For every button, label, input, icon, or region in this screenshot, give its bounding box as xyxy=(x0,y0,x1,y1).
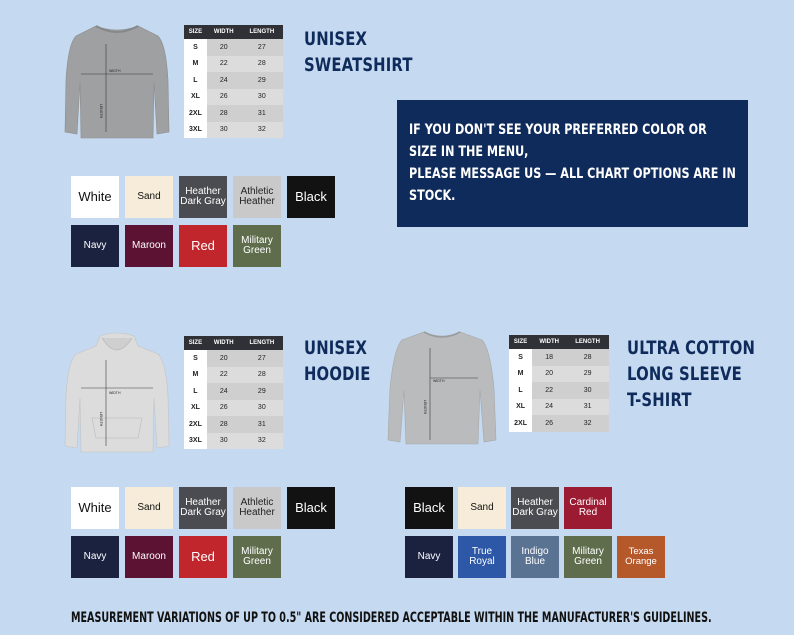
sweatshirt-length-label: LENGTH xyxy=(99,104,103,119)
length-cell: 27 xyxy=(241,39,283,56)
longsleeve-size-table xyxy=(509,335,609,432)
length-cell: 32 xyxy=(566,415,609,432)
header-width: WIDTH xyxy=(532,335,566,349)
width-cell: 26 xyxy=(532,415,566,432)
hoodie-title xyxy=(304,335,370,387)
table-row xyxy=(509,399,609,416)
sweatshirt-title-line2: SWEATSHIRT xyxy=(304,54,413,76)
longsleeve-color-row-1 xyxy=(405,487,612,529)
width-cell: 20 xyxy=(532,366,566,383)
length-cell: 28 xyxy=(566,349,609,366)
color-swatch-military-green[interactable]: Military Green xyxy=(564,536,612,578)
table-row xyxy=(184,367,283,384)
size-cell: L xyxy=(184,72,207,89)
color-swatch-navy[interactable]: Navy xyxy=(71,536,119,578)
color-swatch-military-green[interactable]: Military Green xyxy=(233,536,281,578)
width-cell: 30 xyxy=(207,433,241,450)
color-swatch-athletic-heather[interactable]: Athletic Heather xyxy=(233,487,281,529)
color-swatch-red[interactable]: Red xyxy=(179,536,227,578)
size-cell: M xyxy=(184,56,207,73)
width-cell: 24 xyxy=(207,383,241,400)
table-row xyxy=(184,72,283,89)
header-length: LENGTH xyxy=(241,336,283,350)
hoodie-color-row-2 xyxy=(71,536,281,578)
width-cell: 22 xyxy=(532,382,566,399)
color-swatch-true-royal[interactable]: True Royal xyxy=(458,536,506,578)
width-cell: 22 xyxy=(207,367,241,384)
width-cell: 26 xyxy=(207,400,241,417)
color-swatch-heather-dark-gray[interactable]: Heather Dark Gray xyxy=(179,176,227,218)
width-cell: 28 xyxy=(207,105,241,122)
sweatshirt-width-label: WIDTH xyxy=(109,69,121,73)
color-swatch-cardinal-red[interactable]: Cardinal Red xyxy=(564,487,612,529)
stock-notice-box xyxy=(397,100,748,227)
hoodie-title-line2: HOODIE xyxy=(304,363,371,385)
table-header-row xyxy=(184,336,283,350)
header-length: LENGTH xyxy=(241,25,283,39)
hoodie-color-row-1 xyxy=(71,487,335,529)
color-swatch-black[interactable]: Black xyxy=(287,176,335,218)
width-cell: 30 xyxy=(207,122,241,139)
sweatshirt-color-row-1 xyxy=(71,176,335,218)
hoodie-title-line1: UNISEX xyxy=(304,337,368,359)
table-row xyxy=(184,400,283,417)
table-row xyxy=(184,39,283,56)
color-swatch-maroon[interactable]: Maroon xyxy=(125,225,173,267)
table-row xyxy=(184,416,283,433)
size-cell: 2XL xyxy=(509,415,532,432)
size-cell: L xyxy=(184,383,207,400)
header-size: SIZE xyxy=(184,25,207,39)
hoodie-length-label: LENGTH xyxy=(99,412,103,427)
table-row xyxy=(184,350,283,367)
hoodie-image xyxy=(62,332,172,456)
measurement-disclaimer: MEASUREMENT VARIATIONS OF UP TO 0.5" ARE CONSIDERED ACCEPTABLE WITHIN THE MANUFACTURER'S GUIDELINES. xyxy=(71,610,712,626)
color-swatch-red[interactable]: Red xyxy=(179,225,227,267)
size-cell: XL xyxy=(184,400,207,417)
color-swatch-white[interactable]: White xyxy=(71,487,119,529)
length-cell: 30 xyxy=(566,382,609,399)
size-cell: 2XL xyxy=(184,416,207,433)
table-row xyxy=(184,56,283,73)
stock-notice-line1: IF YOU DON'T SEE YOUR PREFERRED COLOR OR SIZE IN THE MENU, xyxy=(409,122,707,160)
longsleeve-title-line1: ULTRA COTTON xyxy=(627,337,756,359)
length-cell: 29 xyxy=(241,72,283,89)
size-cell: 3XL xyxy=(184,433,207,450)
length-cell: 29 xyxy=(566,366,609,383)
width-cell: 20 xyxy=(207,350,241,367)
longsleeve-image xyxy=(386,328,498,446)
size-cell: S xyxy=(184,39,207,56)
sweatshirt-title-line1: UNISEX xyxy=(304,28,368,50)
table-row xyxy=(184,433,283,450)
stock-notice-line2: PLEASE MESSAGE US — ALL CHART OPTIONS ARE IN STOCK. xyxy=(409,166,736,204)
length-cell: 32 xyxy=(241,122,283,139)
header-width: WIDTH xyxy=(207,25,241,39)
color-swatch-sand[interactable]: Sand xyxy=(125,176,173,218)
color-swatch-sand[interactable]: Sand xyxy=(458,487,506,529)
color-swatch-heather-dark-gray[interactable]: Heather Dark Gray xyxy=(511,487,559,529)
table-row xyxy=(509,366,609,383)
sweatshirt-color-row-2 xyxy=(71,225,281,267)
table-row xyxy=(184,89,283,106)
table-row xyxy=(509,382,609,399)
length-cell: 28 xyxy=(241,367,283,384)
hoodie-width-label: WIDTH xyxy=(109,391,121,395)
length-cell: 27 xyxy=(241,350,283,367)
color-swatch-black[interactable]: Black xyxy=(287,487,335,529)
width-cell: 18 xyxy=(532,349,566,366)
color-swatch-indigo-blue[interactable]: Indigo Blue xyxy=(511,536,559,578)
longsleeve-length-label: LENGTH xyxy=(423,400,427,415)
width-cell: 24 xyxy=(207,72,241,89)
color-swatch-military-green[interactable]: Military Green xyxy=(233,225,281,267)
length-cell: 31 xyxy=(241,105,283,122)
size-cell: 2XL xyxy=(184,105,207,122)
size-cell: M xyxy=(509,366,532,383)
header-width: WIDTH xyxy=(207,336,241,350)
color-swatch-black[interactable]: Black xyxy=(405,487,453,529)
size-cell: M xyxy=(184,367,207,384)
table-row xyxy=(184,383,283,400)
width-cell: 28 xyxy=(207,416,241,433)
table-row xyxy=(509,349,609,366)
length-cell: 30 xyxy=(241,400,283,417)
size-cell: XL xyxy=(509,399,532,416)
width-cell: 26 xyxy=(207,89,241,106)
length-cell: 32 xyxy=(241,433,283,450)
length-cell: 30 xyxy=(241,89,283,106)
header-size: SIZE xyxy=(184,336,207,350)
size-cell: S xyxy=(184,350,207,367)
color-swatch-maroon[interactable]: Maroon xyxy=(125,536,173,578)
sweatshirt-size-table xyxy=(184,25,283,138)
longsleeve-color-row-2 xyxy=(405,536,665,578)
size-cell: L xyxy=(509,382,532,399)
color-swatch-texas-orange[interactable]: Texas Orange xyxy=(617,536,665,578)
width-cell: 22 xyxy=(207,56,241,73)
length-cell: 31 xyxy=(241,416,283,433)
color-swatch-white[interactable]: White xyxy=(71,176,119,218)
color-swatch-heather-dark-gray[interactable]: Heather Dark Gray xyxy=(179,487,227,529)
table-header-row xyxy=(184,25,283,39)
table-row xyxy=(509,415,609,432)
color-swatch-navy[interactable]: Navy xyxy=(71,225,119,267)
width-cell: 24 xyxy=(532,399,566,416)
length-cell: 28 xyxy=(241,56,283,73)
table-row xyxy=(184,122,283,139)
longsleeve-title-line2: LONG SLEEVE T-SHIRT xyxy=(627,363,742,411)
color-swatch-sand[interactable]: Sand xyxy=(125,487,173,529)
width-cell: 20 xyxy=(207,39,241,56)
header-size: SIZE xyxy=(509,335,532,349)
longsleeve-title xyxy=(627,335,757,413)
sweatshirt-image xyxy=(62,20,172,142)
size-cell: S xyxy=(509,349,532,366)
longsleeve-width-label: WIDTH xyxy=(433,379,445,383)
color-swatch-navy[interactable]: Navy xyxy=(405,536,453,578)
table-row xyxy=(184,105,283,122)
length-cell: 29 xyxy=(241,383,283,400)
table-header-row xyxy=(509,335,609,349)
size-cell: XL xyxy=(184,89,207,106)
color-swatch-athletic-heather[interactable]: Athletic Heather xyxy=(233,176,281,218)
header-length: LENGTH xyxy=(566,335,609,349)
size-cell: 3XL xyxy=(184,122,207,139)
sweatshirt-title xyxy=(304,26,413,78)
hoodie-size-table xyxy=(184,336,283,449)
length-cell: 31 xyxy=(566,399,609,416)
